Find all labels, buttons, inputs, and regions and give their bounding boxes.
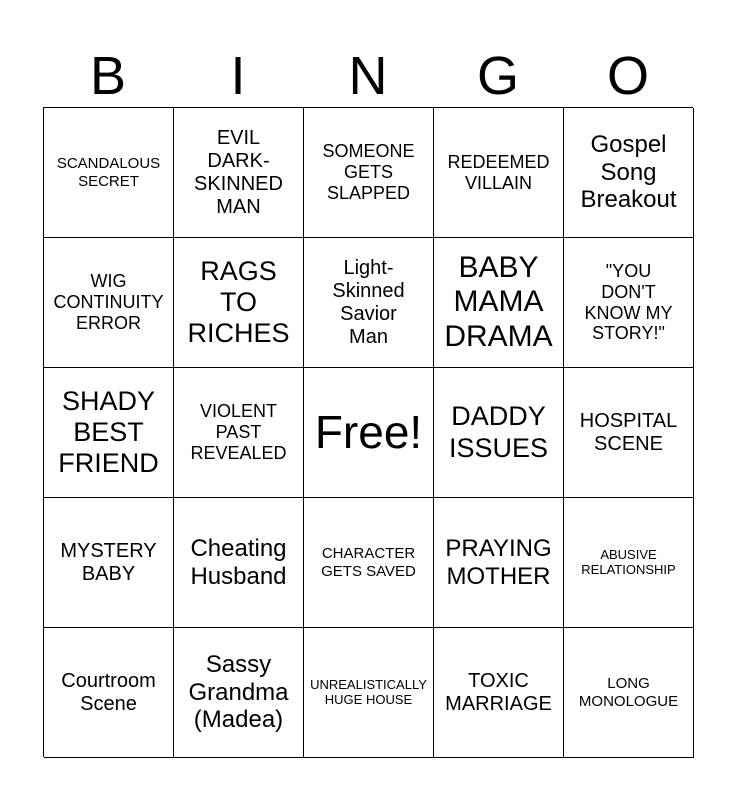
header-letter-g: G xyxy=(476,46,519,106)
cell-label: EVIL DARK- SKINNED MAN xyxy=(194,126,283,218)
cell-label: BABY MAMA DRAMA xyxy=(444,250,553,353)
header-letter-o: O xyxy=(606,46,649,106)
bingo-cell[interactable] xyxy=(174,628,304,758)
bingo-cell[interactable] xyxy=(304,108,434,238)
bingo-cell[interactable] xyxy=(304,628,434,758)
cell-label: SCANDALOUS SECRET xyxy=(56,155,161,190)
cell-label: DADDY ISSUES xyxy=(448,401,549,463)
bingo-cell[interactable] xyxy=(434,628,564,758)
bingo-cell[interactable] xyxy=(564,368,694,498)
header-letter-n: N xyxy=(348,46,388,106)
cell-label: Courtroom Scene xyxy=(61,669,156,715)
cell-label: LONG MONOLOGUE xyxy=(578,675,679,710)
cell-label: UNREALISTICALLY HUGE HOUSE xyxy=(310,676,427,707)
bingo-cell[interactable] xyxy=(44,238,174,368)
cell-label: TOXIC MARRIAGE xyxy=(445,669,552,715)
cell-label: HOSPITAL SCENE xyxy=(579,409,678,455)
bingo-cell[interactable] xyxy=(44,108,174,238)
cell-label: "YOU DON'T KNOW MY STORY!" xyxy=(584,261,673,344)
free-space-label: Free! xyxy=(314,406,423,459)
bingo-cell[interactable] xyxy=(434,238,564,368)
cell-label: RAGS TO RICHES xyxy=(187,255,290,349)
cell-label: PRAYING MOTHER xyxy=(445,534,552,590)
cell-label: VIOLENT PAST REVEALED xyxy=(190,401,287,463)
cell-label: ABUSIVE RELATIONSHIP xyxy=(581,546,676,577)
bingo-cell[interactable] xyxy=(434,368,564,498)
cell-label: SOMEONE GETS SLAPPED xyxy=(322,141,415,203)
bingo-cell[interactable] xyxy=(304,238,434,368)
bingo-cell[interactable] xyxy=(174,108,304,238)
cell-label: CHARACTER GETS SAVED xyxy=(321,545,416,580)
header-letter-b: B xyxy=(89,46,127,106)
bingo-cell[interactable] xyxy=(304,498,434,628)
cell-label: Light- Skinned Savior Man xyxy=(332,256,405,348)
bingo-cell[interactable] xyxy=(174,368,304,498)
bingo-header xyxy=(43,44,693,108)
bingo-cell-free[interactable] xyxy=(304,368,434,498)
cell-label: MYSTERY BABY xyxy=(60,539,157,585)
bingo-cell[interactable] xyxy=(564,108,694,238)
bingo-cell[interactable] xyxy=(564,628,694,758)
bingo-cell[interactable] xyxy=(434,108,564,238)
cell-label: Sassy Grandma (Madea) xyxy=(188,651,289,734)
cell-label: REDEEMED VILLAIN xyxy=(447,151,550,193)
bingo-cell[interactable] xyxy=(44,628,174,758)
bingo-cell[interactable] xyxy=(434,498,564,628)
cell-label: Cheating Husband xyxy=(190,534,287,590)
bingo-cell[interactable] xyxy=(564,498,694,628)
bingo-cell[interactable] xyxy=(44,368,174,498)
cell-label: SHADY BEST FRIEND xyxy=(58,385,159,479)
bingo-board xyxy=(43,107,693,757)
cell-label: Gospel Song Breakout xyxy=(580,131,677,214)
bingo-cell[interactable] xyxy=(564,238,694,368)
bingo-cell[interactable] xyxy=(174,498,304,628)
bingo-cell[interactable] xyxy=(174,238,304,368)
cell-label: WIG CONTINUITY ERROR xyxy=(53,271,164,333)
header-letter-i: I xyxy=(230,46,246,106)
bingo-cell[interactable] xyxy=(44,498,174,628)
